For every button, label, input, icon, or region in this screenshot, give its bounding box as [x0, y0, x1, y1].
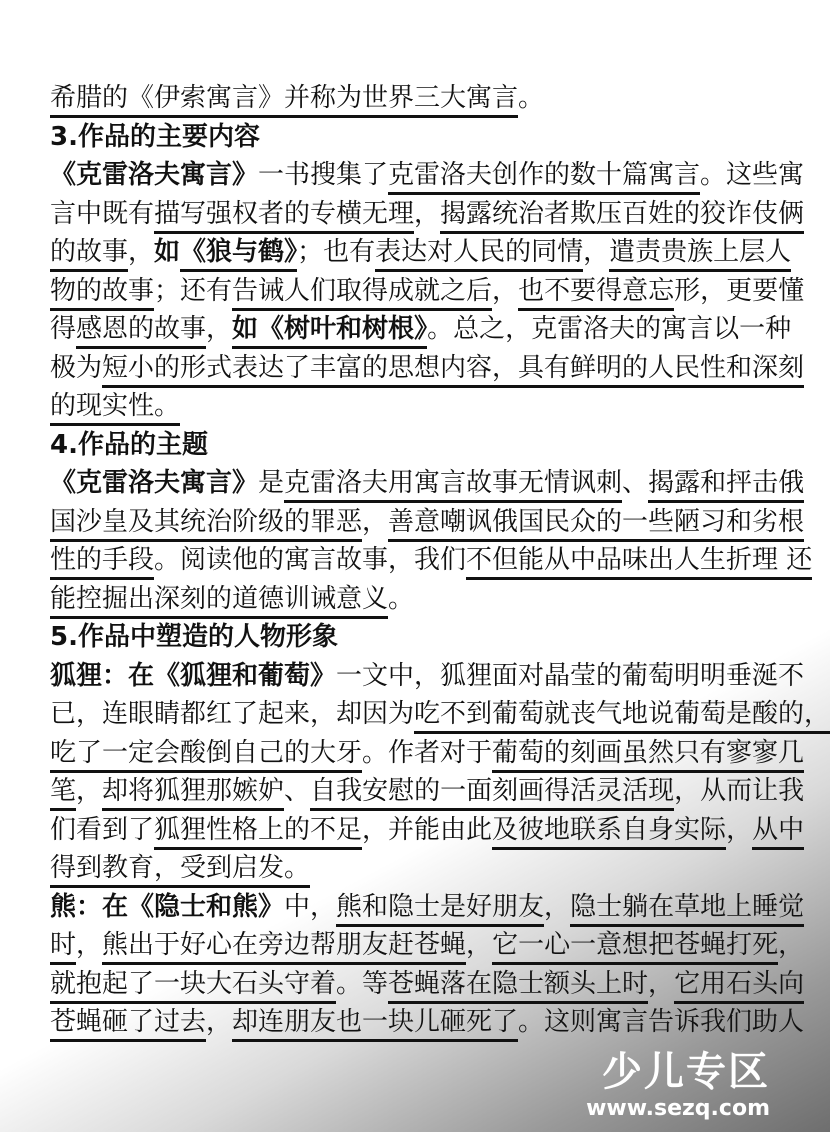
- text-segment: 中，: [284, 891, 337, 922]
- underlined-text: 国沙皇及其统治阶级的罪恶: [50, 507, 362, 542]
- underlined-text: 物的故事: [50, 276, 154, 311]
- bold-text: 狐狸：在《狐狸和葡萄》: [50, 660, 337, 691]
- text-line: [50, 849, 752, 888]
- underlined-text: 时: [50, 930, 76, 965]
- underlined-text: 性的手段: [50, 545, 154, 580]
- bold-text: 3.作品的主要内容: [50, 121, 260, 152]
- underlined-text: 如《树叶和树根》: [232, 314, 427, 349]
- underlined-text: 狐狸性格上的不足: [154, 815, 362, 850]
- text-segment: ，: [362, 506, 389, 537]
- underlined-text: 却连朋友也一块儿砸死了: [232, 1007, 518, 1042]
- text-segment: ，: [726, 814, 753, 845]
- underlined-text: 吃了一定会酸倒自己的大牙: [50, 738, 362, 773]
- underlined-text: 《狼与鹤》: [180, 237, 297, 272]
- text-segment: ，: [76, 930, 103, 960]
- watermark-title: 少儿专区: [602, 1049, 770, 1095]
- bold-text: 5.作品中塑造的人物形象: [50, 622, 338, 652]
- underlined-text: 短小的形式表达了丰富的思想内容，具有鲜明的人民性和深刻: [102, 353, 804, 388]
- text-line: [50, 233, 792, 272]
- bold-text: 《克雷洛夫寓言》: [50, 160, 259, 190]
- underlined-text: 它一心一意想把苍蝇打死: [492, 930, 778, 965]
- underlined-text: 不但能从中品味出人生折理 还: [466, 545, 812, 580]
- text-line: [50, 1003, 805, 1042]
- bold-text: 如: [154, 237, 181, 267]
- text-line: [50, 657, 805, 696]
- text-line: [50, 965, 805, 1004]
- text-segment: 。这些寓: [700, 160, 805, 190]
- text-segment: 得: [50, 314, 77, 344]
- text-segment: 极为: [50, 352, 103, 383]
- underlined-text: 苍蝇砸了过去: [50, 1007, 206, 1042]
- text-segment: 形，更要懂: [674, 275, 805, 306]
- underlined-text: 的现实性。: [50, 391, 180, 426]
- text-segment: 一文中，狐狸面对晶莹的葡萄明明垂涎不: [336, 660, 805, 691]
- text-segment: 一书搜集了: [258, 160, 389, 190]
- text-segment: ，: [492, 275, 519, 306]
- underlined-text: 善意嘲讽俄国民众的一些陋习和劣根: [388, 507, 804, 542]
- text-line: [50, 811, 805, 850]
- underlined-text: 揭露统治者欺压百姓的狡诈伎俩: [440, 199, 804, 234]
- text-line: [50, 272, 805, 311]
- underlined-text: 克雷洛夫用寓言故事无情讽刺: [284, 468, 622, 503]
- text-segment: ；也有: [297, 237, 376, 267]
- text-segment: ，: [648, 968, 675, 999]
- document-body: [50, 79, 830, 1042]
- text-segment: ；还有: [154, 275, 233, 306]
- text-segment: 。等: [336, 968, 389, 999]
- text-segment: ，: [128, 237, 155, 267]
- text-segment: 。: [518, 83, 545, 113]
- underlined-text: 自我安慰的一面刻画得活灵活现: [310, 776, 674, 811]
- text-segment: ，: [778, 930, 805, 960]
- text-segment: 。总之，克雷洛夫的寓言以一种: [427, 314, 792, 344]
- section-heading: [50, 618, 752, 657]
- underlined-text: 告诫人们取得成就之后: [232, 276, 492, 311]
- text-segment: 们看到了: [50, 814, 155, 845]
- text-line: [50, 195, 805, 234]
- text-segment: ，并能由此: [362, 814, 493, 845]
- underlined-text: 揭露和抨击俄: [648, 468, 804, 503]
- underlined-text: 熊出于好心在旁边帮朋友赶苍蝇: [102, 930, 466, 965]
- text-segment: 、: [622, 468, 649, 498]
- text-segment: 是: [258, 468, 285, 498]
- text-segment: ，: [583, 237, 610, 267]
- underlined-text: 它用石头向: [674, 969, 804, 1004]
- underlined-text: 表达对人民的同情: [375, 237, 583, 272]
- text-line: [50, 464, 805, 503]
- section-heading: [50, 118, 752, 157]
- underlined-text: 隐士躺在草地上睡觉: [570, 892, 804, 927]
- underlined-text: 从中: [752, 815, 804, 850]
- underlined-text: 葡萄的刻画虽然只有寥寥几: [492, 738, 804, 773]
- underlined-text: 描写强权者的专横无理: [154, 199, 414, 234]
- underlined-text: 及彼地联系自身实际: [492, 815, 726, 850]
- text-line: [50, 926, 805, 965]
- underlined-text: 能控掘出深刻的道德训诫意义: [50, 584, 388, 619]
- underlined-text: 笔: [50, 776, 76, 811]
- bold-text: 4.作品的主题: [50, 429, 208, 460]
- text-segment: 。阅读他的寓言故事，我们: [154, 545, 467, 575]
- text-segment: 。作者对于: [362, 737, 493, 768]
- text-segment: 。: [388, 583, 415, 614]
- text-line: [50, 580, 752, 619]
- text-segment: 已，连眼睛都红了起来，却因为: [50, 699, 415, 729]
- underlined-text: 希腊的《伊索寓言》并称为世界三大寓言: [50, 83, 518, 118]
- text-line: [50, 772, 805, 811]
- text-segment: 。这则寓言告诉我们助人: [518, 1007, 805, 1037]
- underlined-text: 得到教育，受到启发。: [50, 853, 310, 888]
- underlined-text: 遣责贵族上层人: [609, 237, 791, 272]
- text-line: [50, 503, 805, 542]
- watermark-url: www.sezq.com: [586, 1096, 770, 1121]
- text-segment: ，: [544, 891, 571, 922]
- text-line: [50, 310, 792, 349]
- underlined-text: 吃不到葡萄就丧气地说葡萄是酸的，: [414, 699, 830, 734]
- text-line: [50, 387, 752, 426]
- underlined-text: 的故事: [50, 237, 128, 272]
- text-line: [50, 695, 830, 734]
- underlined-text: 就抱起了一块大石头守着: [50, 969, 336, 1004]
- text-line: [50, 734, 805, 773]
- text-line: [50, 541, 813, 580]
- underlined-text: 熊和隐士是好朋友: [336, 892, 544, 927]
- text-segment: ，: [76, 776, 103, 806]
- underlined-text: 也不要得意忘: [518, 276, 674, 311]
- text-line: [50, 156, 805, 195]
- section-heading: [50, 426, 752, 465]
- text-segment: ，从而让我: [674, 776, 805, 806]
- bold-text: 熊：在《隐士和熊》: [50, 891, 285, 922]
- text-segment: ，: [206, 1007, 233, 1037]
- text-line: [50, 349, 805, 388]
- text-line: [50, 888, 805, 927]
- text-segment: ，: [414, 198, 441, 229]
- text-segment: 言中既有: [50, 198, 155, 229]
- text-segment: 、: [284, 776, 311, 806]
- underlined-text: 感恩的故事: [76, 314, 206, 349]
- watermark: [586, 1050, 770, 1122]
- bold-text: 《克雷洛夫寓言》: [50, 468, 259, 498]
- underlined-text: 苍蝇落在隐士额头上时: [388, 969, 648, 1004]
- text-segment: ，: [466, 930, 493, 960]
- underlined-text: 克雷洛夫创作的数十篇寓言: [388, 160, 700, 195]
- underlined-text: 却将狐狸那嫉妒: [102, 776, 284, 811]
- text-line: [50, 79, 752, 118]
- text-segment: ，: [206, 314, 233, 344]
